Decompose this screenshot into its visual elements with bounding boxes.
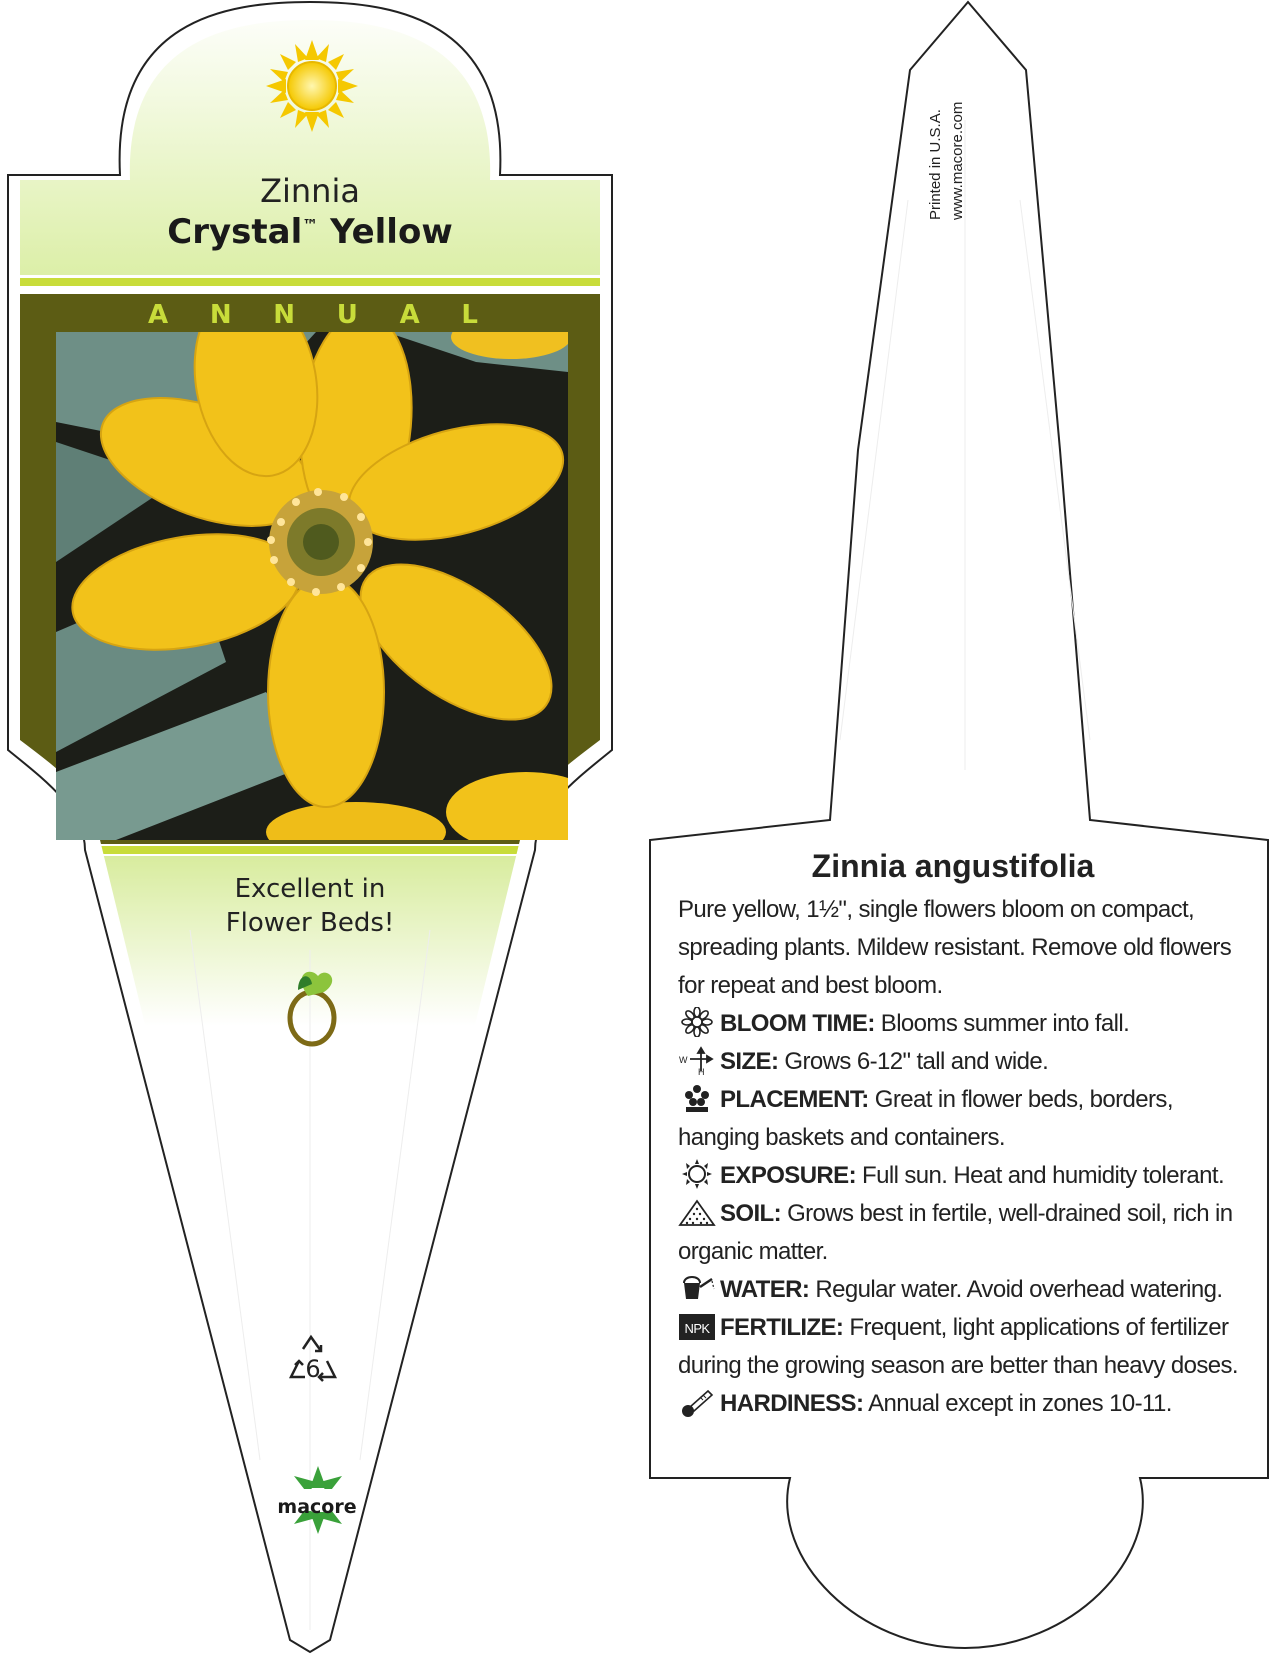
category-letter: A [148, 300, 169, 330]
category-letter: N [273, 300, 296, 330]
variety-name: Crystal [167, 212, 303, 252]
sun-icon [678, 1159, 716, 1189]
category-letter: L [461, 300, 478, 330]
description: Pure yellow, 1½", single flowers bloom on compact, spreading plants. Mildew resistant. Remove old flowers for repeat and best bloom. [678, 896, 1232, 999]
brand-name: macore [277, 1496, 357, 1518]
care-item-exposure [678, 1157, 1258, 1195]
size-arrows-icon [678, 1045, 716, 1075]
printed-in: Printed in U.S.A. [927, 109, 944, 220]
category-letter: U [336, 300, 358, 330]
care-text: Great in flower beds, borders, hanging baskets and containers. [678, 1086, 1173, 1151]
care-label: FERTILIZE: [720, 1314, 844, 1341]
care-label: HARDINESS: [720, 1390, 864, 1417]
category-letter: N [209, 300, 232, 330]
watering-can-icon [678, 1273, 716, 1303]
svg-text:W: W [679, 1055, 687, 1065]
placement-icon [678, 1083, 716, 1113]
care-text: Blooms summer into fall. [880, 1010, 1130, 1037]
care-label: PLACEMENT: [720, 1086, 869, 1113]
care-item-water [678, 1271, 1258, 1309]
care-text: Full sun. Heat and humidity tolerant. [862, 1162, 1225, 1189]
svg-text:H: H [698, 1067, 704, 1075]
category-letter: A [399, 300, 420, 330]
care-info [678, 848, 1258, 1423]
care-item-soil [678, 1195, 1258, 1271]
care-label: EXPOSURE: [720, 1162, 856, 1189]
care-text: Grows best in fertile, well-drained soil, rich in organic matter. [678, 1200, 1233, 1265]
care-item-fertilize [678, 1309, 1258, 1385]
care-item-placement [678, 1081, 1258, 1157]
thermometer-icon [678, 1387, 716, 1417]
npk-icon-text: NPK [684, 1321, 710, 1336]
scientific-name: Zinnia angustifolia [811, 848, 1095, 884]
care-item-bloom [678, 1005, 1258, 1043]
tagline [160, 872, 460, 940]
plant-genus: Zinnia [260, 172, 360, 210]
care-label: WATER: [720, 1276, 810, 1303]
variety-suffix: Yellow [330, 212, 453, 252]
flower-photo [56, 278, 606, 862]
trademark-symbol: ™ [302, 215, 319, 235]
care-label: SIZE: [720, 1048, 779, 1075]
care-text: Frequent, light applications of fertilizer during the growing season are better than heavy doses. [678, 1314, 1238, 1379]
care-item-hardiness [678, 1385, 1258, 1423]
tagline-line-1: Excellent in [234, 874, 386, 904]
care-label: SOIL: [720, 1200, 781, 1227]
tagline-line-2: Flower Beds! [225, 908, 395, 938]
care-label: BLOOM TIME: [720, 1010, 875, 1037]
website: www.macore.com [949, 101, 966, 220]
soil-icon [678, 1197, 716, 1227]
npk-icon [678, 1311, 716, 1341]
care-text: Regular water. Avoid overhead watering. [815, 1276, 1223, 1303]
care-text: Annual except in zones 10-11. [868, 1390, 1172, 1417]
care-item-size [678, 1043, 1258, 1081]
print-info [925, 50, 1015, 220]
care-text: Grows 6-12" tall and wide. [784, 1048, 1049, 1075]
flower-icon [678, 1007, 716, 1037]
recycle-code: 6 [305, 1355, 321, 1383]
plant-variety [60, 212, 560, 252]
category-label [148, 300, 478, 330]
